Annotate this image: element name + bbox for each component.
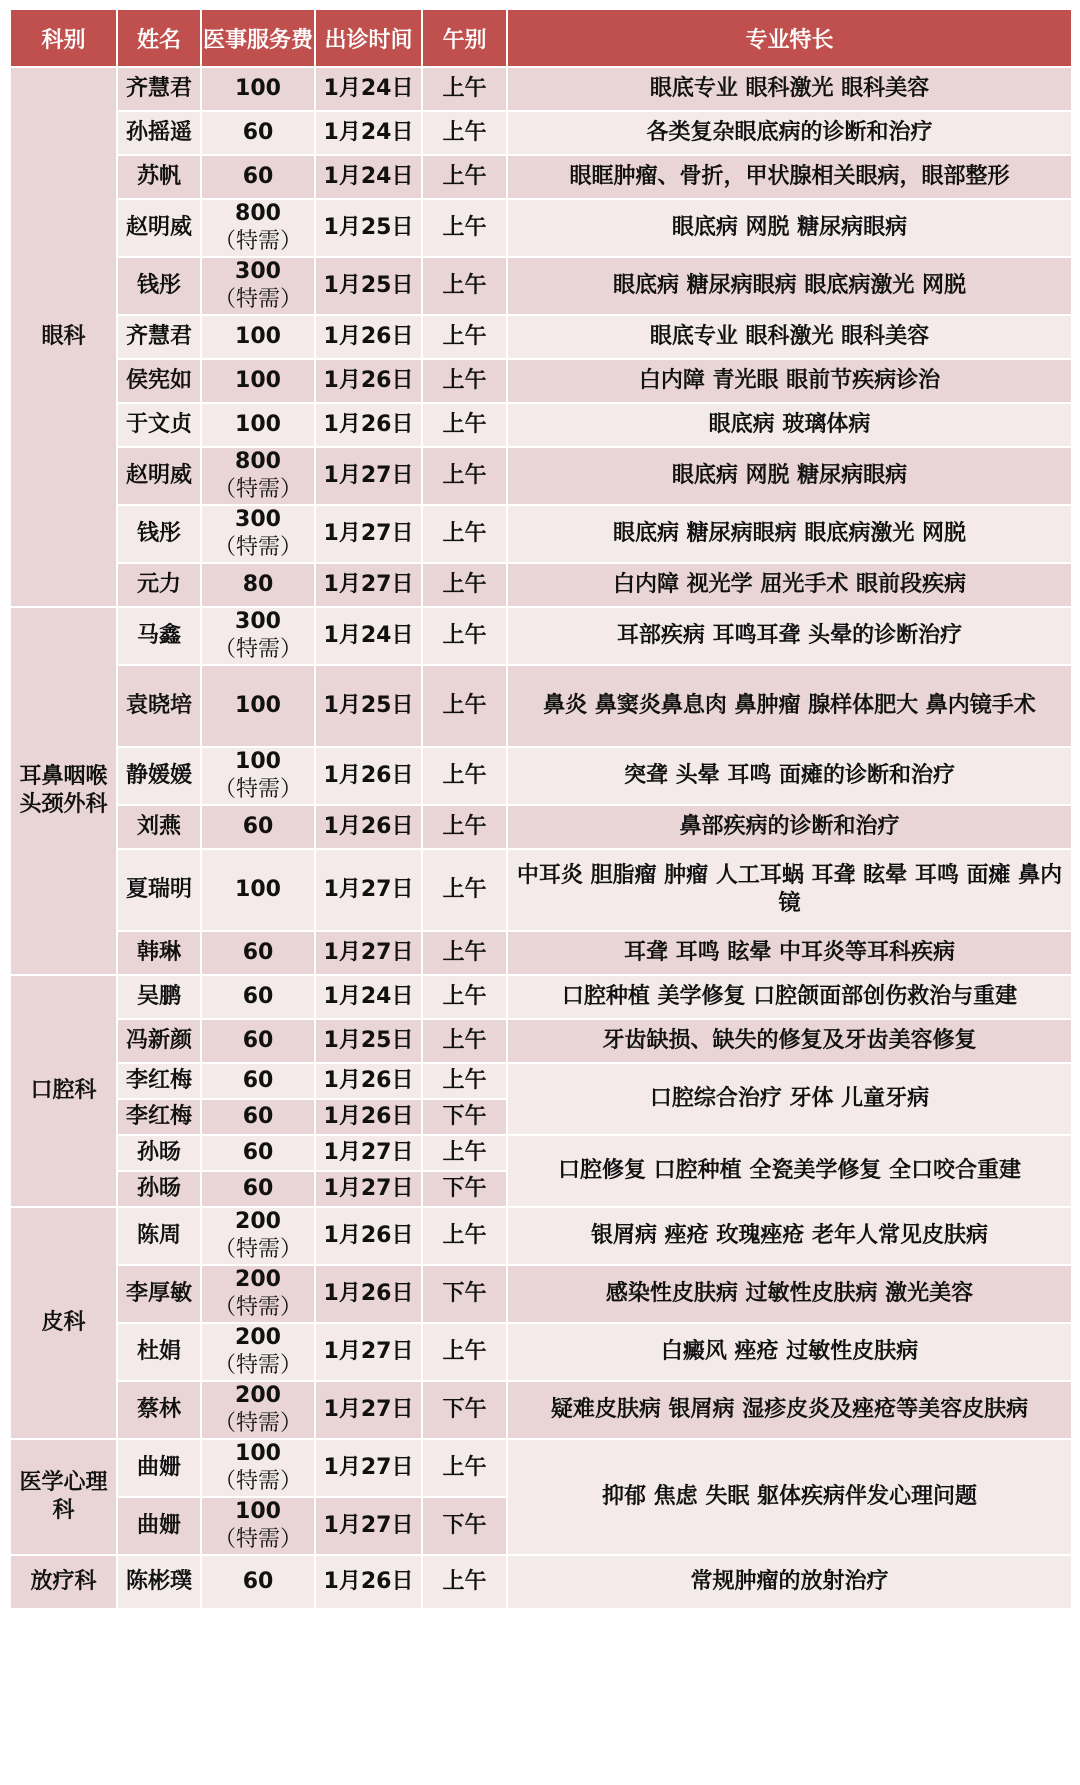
fee-cell — [201, 1171, 315, 1207]
session-period: 上午 — [422, 1439, 507, 1497]
specialty-cell: 各类复杂眼底病的诊断和治疗 — [507, 111, 1072, 155]
fee-note: （特需） — [213, 229, 302, 254]
clinic-date: 1月27日 — [315, 1135, 422, 1171]
doctor-name: 李厚敏 — [117, 1265, 201, 1323]
clinic-date: 1月24日 — [315, 155, 422, 199]
table-row — [10, 447, 1072, 505]
fee-cell — [201, 607, 315, 665]
doctor-name: 袁晓培 — [117, 665, 201, 747]
table-row — [10, 747, 1072, 805]
specialty-cell: 白内障 青光眼 眼前节疾病诊治 — [507, 359, 1072, 403]
specialty-cell: 感染性皮肤病 过敏性皮肤病 激光美容 — [507, 1265, 1072, 1323]
fee-value: 80 — [242, 572, 274, 597]
table-row — [10, 1381, 1072, 1439]
fee-value: 60 — [242, 1176, 274, 1201]
session-period: 下午 — [422, 1171, 507, 1207]
session-period: 上午 — [422, 67, 507, 111]
clinic-date: 1月26日 — [315, 1207, 422, 1265]
fee-cell — [201, 155, 315, 199]
session-period: 上午 — [422, 1135, 507, 1171]
doctor-name: 孙摇遥 — [117, 111, 201, 155]
specialty-cell: 常规肿瘤的放射治疗 — [507, 1555, 1072, 1609]
clinic-date: 1月26日 — [315, 805, 422, 849]
fee-value: 60 — [242, 984, 274, 1009]
session-period: 上午 — [422, 747, 507, 805]
clinic-date: 1月26日 — [315, 1099, 422, 1135]
doctor-name: 马鑫 — [117, 607, 201, 665]
table-row — [10, 805, 1072, 849]
session-period: 上午 — [422, 111, 507, 155]
fee-value: 60 — [242, 1140, 274, 1165]
specialty-cell: 眼底病 网脱 糖尿病眼病 — [507, 199, 1072, 257]
fee-cell — [201, 849, 315, 931]
table-row — [10, 1555, 1072, 1609]
fee-note: （特需） — [213, 637, 302, 662]
fee-cell — [201, 1439, 315, 1497]
fee-cell — [201, 505, 315, 563]
fee-value: 200 — [235, 1209, 281, 1234]
doctor-name: 曲姗 — [117, 1497, 201, 1555]
session-period: 上午 — [422, 155, 507, 199]
table-row — [10, 1439, 1072, 1497]
fee-cell — [201, 1497, 315, 1555]
header-dept: 科别 — [10, 9, 117, 67]
header-name: 姓名 — [117, 9, 201, 67]
specialty-cell: 眼底病 网脱 糖尿病眼病 — [507, 447, 1072, 505]
specialty-cell: 眼底专业 眼科激光 眼科美容 — [507, 315, 1072, 359]
specialty-cell: 白癜风 痤疮 过敏性皮肤病 — [507, 1323, 1072, 1381]
clinic-date: 1月26日 — [315, 359, 422, 403]
fee-cell — [201, 805, 315, 849]
fee-cell — [201, 1063, 315, 1099]
clinic-date: 1月27日 — [315, 1381, 422, 1439]
specialty-cell: 口腔种植 美学修复 口腔颌面部创伤救治与重建 — [507, 975, 1072, 1019]
specialty-cell: 耳部疾病 耳鸣耳聋 头晕的诊断治疗 — [507, 607, 1072, 665]
fee-note: （特需） — [213, 1353, 302, 1378]
fee-note: （特需） — [213, 1295, 302, 1320]
fee-note: （特需） — [213, 1469, 302, 1494]
table-row — [10, 563, 1072, 607]
doctor-name: 刘燕 — [117, 805, 201, 849]
fee-value: 60 — [242, 940, 274, 965]
doctor-name: 陈周 — [117, 1207, 201, 1265]
doctor-name: 杜娟 — [117, 1323, 201, 1381]
fee-cell — [201, 1381, 315, 1439]
fee-value: 300 — [235, 609, 281, 634]
doctor-name: 李红梅 — [117, 1063, 201, 1099]
table-row — [10, 1019, 1072, 1063]
specialty-cell: 疑难皮肤病 银屑病 湿疹皮炎及痤疮等美容皮肤病 — [507, 1381, 1072, 1439]
header-date: 出诊时间 — [315, 9, 422, 67]
doctor-name: 孙旸 — [117, 1135, 201, 1171]
header-specialty: 专业特长 — [507, 9, 1072, 67]
fee-value: 800 — [235, 449, 281, 474]
session-period: 下午 — [422, 1381, 507, 1439]
clinic-date: 1月27日 — [315, 1439, 422, 1497]
department-cell: 耳鼻咽喉 头颈外科 — [10, 607, 117, 975]
doctor-name: 韩琳 — [117, 931, 201, 975]
fee-note: （特需） — [213, 1527, 302, 1552]
session-period: 上午 — [422, 1207, 507, 1265]
session-period: 上午 — [422, 849, 507, 931]
session-period: 上午 — [422, 1063, 507, 1099]
fee-cell — [201, 111, 315, 155]
session-period: 上午 — [422, 505, 507, 563]
table-row — [10, 1265, 1072, 1323]
fee-value: 60 — [242, 1569, 274, 1594]
clinic-date: 1月27日 — [315, 447, 422, 505]
table-row — [10, 931, 1072, 975]
fee-cell — [201, 447, 315, 505]
specialty-cell: 眼底专业 眼科激光 眼科美容 — [507, 67, 1072, 111]
clinic-date: 1月26日 — [315, 1063, 422, 1099]
table-row — [10, 199, 1072, 257]
fee-cell — [201, 67, 315, 111]
session-period: 上午 — [422, 1019, 507, 1063]
fee-note: （特需） — [213, 477, 302, 502]
fee-cell — [201, 975, 315, 1019]
clinic-date: 1月24日 — [315, 67, 422, 111]
doctor-name: 静媛媛 — [117, 747, 201, 805]
table-row — [10, 1207, 1072, 1265]
fee-value: 100 — [235, 693, 281, 718]
session-period: 上午 — [422, 315, 507, 359]
specialty-cell: 眼底病 糖尿病眼病 眼底病激光 网脱 — [507, 257, 1072, 315]
clinic-date: 1月25日 — [315, 1019, 422, 1063]
department-cell: 眼科 — [10, 67, 117, 607]
fee-value: 200 — [235, 1267, 281, 1292]
fee-note: （特需） — [213, 777, 302, 802]
specialty-cell: 眼底病 糖尿病眼病 眼底病激光 网脱 — [507, 505, 1072, 563]
specialty-cell: 抑郁 焦虑 失眠 躯体疾病伴发心理问题 — [507, 1439, 1072, 1555]
session-period: 上午 — [422, 665, 507, 747]
fee-cell — [201, 1099, 315, 1135]
fee-value: 100 — [235, 1441, 281, 1466]
session-period: 上午 — [422, 1555, 507, 1609]
clinic-date: 1月26日 — [315, 403, 422, 447]
session-period: 上午 — [422, 359, 507, 403]
doctor-name: 蔡林 — [117, 1381, 201, 1439]
fee-value: 100 — [235, 324, 281, 349]
table-row — [10, 403, 1072, 447]
doctor-name: 齐慧君 — [117, 315, 201, 359]
session-period: 下午 — [422, 1497, 507, 1555]
clinic-date: 1月27日 — [315, 505, 422, 563]
fee-cell — [201, 665, 315, 747]
fee-value: 100 — [235, 76, 281, 101]
fee-note: （特需） — [213, 1237, 302, 1262]
table-row — [10, 111, 1072, 155]
clinic-date: 1月26日 — [315, 315, 422, 359]
doctor-name: 赵明威 — [117, 199, 201, 257]
specialty-cell: 中耳炎 胆脂瘤 肿瘤 人工耳蜗 耳聋 眩晕 耳鸣 面瘫 鼻内镜 — [507, 849, 1072, 931]
session-period: 上午 — [422, 1323, 507, 1381]
department-cell: 皮科 — [10, 1207, 117, 1439]
department-cell: 放疗科 — [10, 1555, 117, 1609]
session-period: 上午 — [422, 199, 507, 257]
clinic-date: 1月25日 — [315, 665, 422, 747]
fee-value: 300 — [235, 507, 281, 532]
fee-cell — [201, 1207, 315, 1265]
fee-cell — [201, 563, 315, 607]
header-fee: 医事服务费 — [201, 9, 315, 67]
table-row — [10, 1063, 1072, 1099]
specialty-cell: 眼眶肿瘤、骨折，甲状腺相关眼病，眼部整形 — [507, 155, 1072, 199]
fee-value: 200 — [235, 1325, 281, 1350]
doctor-name: 李红梅 — [117, 1099, 201, 1135]
fee-cell — [201, 359, 315, 403]
clinic-date: 1月24日 — [315, 975, 422, 1019]
table-row — [10, 607, 1072, 665]
fee-value: 60 — [242, 1028, 274, 1053]
fee-value: 60 — [242, 164, 274, 189]
doctor-name: 夏瑞明 — [117, 849, 201, 931]
doctor-name: 孙旸 — [117, 1171, 201, 1207]
specialty-cell: 突聋 头晕 耳鸣 面瘫的诊断和治疗 — [507, 747, 1072, 805]
fee-cell — [201, 403, 315, 447]
clinic-date: 1月27日 — [315, 1497, 422, 1555]
doctor-name: 钱彤 — [117, 257, 201, 315]
doctor-name: 陈彬璞 — [117, 1555, 201, 1609]
fee-cell — [201, 1323, 315, 1381]
fee-cell — [201, 1019, 315, 1063]
specialty-cell: 鼻炎 鼻窦炎鼻息肉 鼻肿瘤 腺样体肥大 鼻内镜手术 — [507, 665, 1072, 747]
schedule-table — [9, 8, 1073, 1610]
fee-value: 800 — [235, 201, 281, 226]
fee-cell — [201, 1265, 315, 1323]
clinic-date: 1月25日 — [315, 199, 422, 257]
doctor-name: 侯宪如 — [117, 359, 201, 403]
specialty-cell: 口腔综合治疗 牙体 儿童牙病 — [507, 1063, 1072, 1135]
doctor-name: 冯新颜 — [117, 1019, 201, 1063]
doctor-name: 齐慧君 — [117, 67, 201, 111]
fee-value: 60 — [242, 1068, 274, 1093]
fee-cell — [201, 257, 315, 315]
clinic-date: 1月26日 — [315, 747, 422, 805]
doctor-name: 曲姗 — [117, 1439, 201, 1497]
specialty-cell: 银屑病 痤疮 玫瑰痤疮 老年人常见皮肤病 — [507, 1207, 1072, 1265]
session-period: 上午 — [422, 805, 507, 849]
fee-cell — [201, 931, 315, 975]
doctor-name: 于文贞 — [117, 403, 201, 447]
table-row — [10, 505, 1072, 563]
clinic-date: 1月26日 — [315, 1555, 422, 1609]
specialty-cell: 白内障 视光学 屈光手术 眼前段疾病 — [507, 563, 1072, 607]
doctor-name: 苏帆 — [117, 155, 201, 199]
session-period: 上午 — [422, 931, 507, 975]
doctor-name: 钱彤 — [117, 505, 201, 563]
doctor-name: 吴鹏 — [117, 975, 201, 1019]
table-row — [10, 257, 1072, 315]
clinic-date: 1月27日 — [315, 563, 422, 607]
session-period: 上午 — [422, 607, 507, 665]
clinic-date: 1月27日 — [315, 1323, 422, 1381]
fee-value: 100 — [235, 749, 281, 774]
table-row — [10, 665, 1072, 747]
table-row — [10, 849, 1072, 931]
session-period: 上午 — [422, 257, 507, 315]
fee-value: 100 — [235, 1499, 281, 1524]
specialty-cell: 鼻部疾病的诊断和治疗 — [507, 805, 1072, 849]
table-row — [10, 1135, 1072, 1171]
department-cell: 口腔科 — [10, 975, 117, 1207]
header-row — [10, 9, 1072, 67]
fee-value: 60 — [242, 814, 274, 839]
specialty-cell: 耳聋 耳鸣 眩晕 中耳炎等耳科疾病 — [507, 931, 1072, 975]
fee-cell — [201, 1135, 315, 1171]
doctor-name: 元力 — [117, 563, 201, 607]
header-period: 午别 — [422, 9, 507, 67]
table-row — [10, 975, 1072, 1019]
table-row — [10, 155, 1072, 199]
clinic-date: 1月24日 — [315, 607, 422, 665]
session-period: 上午 — [422, 403, 507, 447]
fee-cell — [201, 747, 315, 805]
fee-value: 100 — [235, 368, 281, 393]
clinic-date: 1月24日 — [315, 111, 422, 155]
table-row — [10, 359, 1072, 403]
fee-value: 200 — [235, 1383, 281, 1408]
department-cell: 医学心理科 — [10, 1439, 117, 1555]
table-row — [10, 315, 1072, 359]
fee-value: 100 — [235, 412, 281, 437]
clinic-date: 1月25日 — [315, 257, 422, 315]
session-period: 上午 — [422, 975, 507, 1019]
fee-note: （特需） — [213, 535, 302, 560]
fee-note: （特需） — [213, 1411, 302, 1436]
session-period: 下午 — [422, 1099, 507, 1135]
fee-value: 60 — [242, 1104, 274, 1129]
specialty-cell: 牙齿缺损、缺失的修复及牙齿美容修复 — [507, 1019, 1072, 1063]
table-row — [10, 1323, 1072, 1381]
session-period: 上午 — [422, 563, 507, 607]
doctor-name: 赵明威 — [117, 447, 201, 505]
specialty-cell: 口腔修复 口腔种植 全瓷美学修复 全口咬合重建 — [507, 1135, 1072, 1207]
specialty-cell: 眼底病 玻璃体病 — [507, 403, 1072, 447]
clinic-date: 1月27日 — [315, 931, 422, 975]
table-row — [10, 67, 1072, 111]
fee-note: （特需） — [213, 287, 302, 312]
session-period: 下午 — [422, 1265, 507, 1323]
fee-value: 300 — [235, 259, 281, 284]
fee-value: 60 — [242, 120, 274, 145]
session-period: 上午 — [422, 447, 507, 505]
fee-cell — [201, 1555, 315, 1609]
fee-cell — [201, 315, 315, 359]
clinic-date: 1月26日 — [315, 1265, 422, 1323]
clinic-date: 1月27日 — [315, 1171, 422, 1207]
clinic-date: 1月27日 — [315, 849, 422, 931]
fee-value: 100 — [235, 877, 281, 902]
fee-cell — [201, 199, 315, 257]
